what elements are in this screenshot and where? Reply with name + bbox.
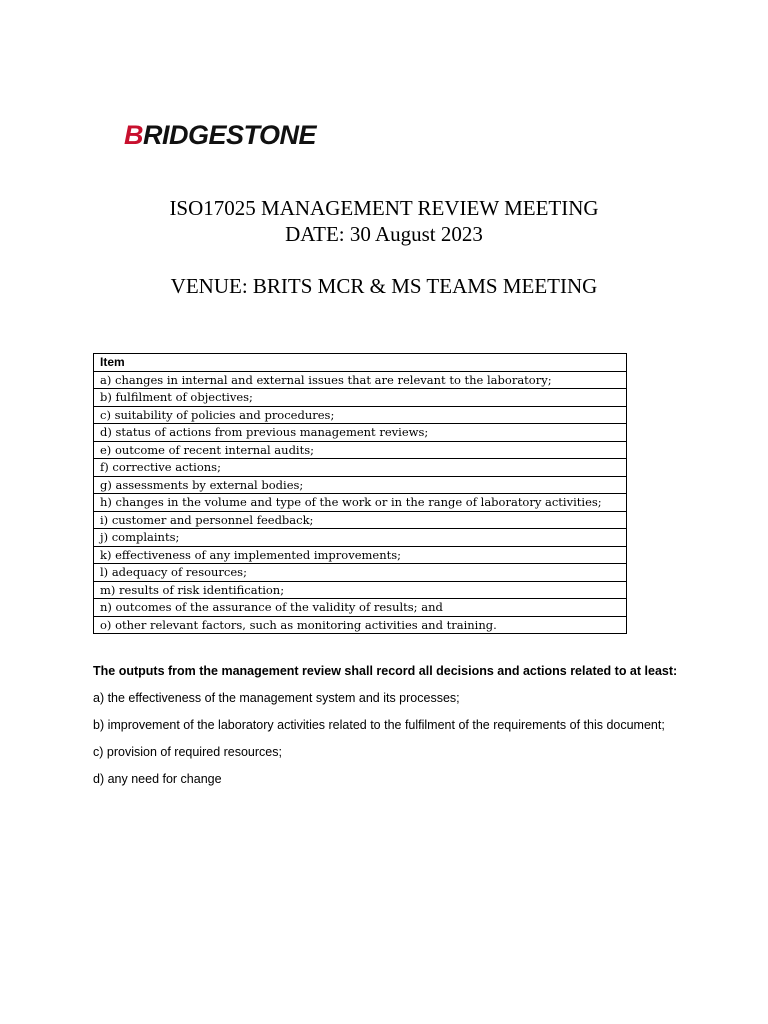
outputs-item: c) provision of required resources; [93,745,282,759]
table-row [94,546,627,564]
table-row [94,476,627,494]
agenda-item: a) changes in internal and external issues that are relevant to the laboratory; [94,371,627,389]
logo-rest: RIDGESTONE [143,120,317,150]
agenda-item: l) adequacy of resources; [94,564,627,582]
table-row [94,529,627,547]
table-row [94,599,627,617]
table-row [94,424,627,442]
logo-b-letter: B [124,120,143,150]
table-header-item: Item [94,354,627,372]
table-row [94,389,627,407]
table-row [94,406,627,424]
bridgestone-logo [124,122,316,149]
agenda-item: n) outcomes of the assurance of the validity of results; and [94,599,627,617]
outputs-item: d) any need for change [93,772,222,786]
outputs-item: a) the effectiveness of the management system and its processes; [93,691,460,705]
table-row [94,371,627,389]
agenda-item: g) assessments by external bodies; [94,476,627,494]
meeting-date: DATE: 30 August 2023 [285,222,483,246]
table-row [94,511,627,529]
meeting-venue: VENUE: BRITS MCR & MS TEAMS MEETING [170,274,598,298]
table-row [94,581,627,599]
table-row [94,494,627,512]
table-row [94,459,627,477]
table-row [94,441,627,459]
agenda-item: i) customer and personnel feedback; [94,511,627,529]
agenda-item: d) status of actions from previous management reviews; [94,424,627,442]
agenda-item: j) complaints; [94,529,627,547]
table-row [94,616,627,634]
outputs-section [93,662,693,797]
outputs-heading: The outputs from the management review shall record all decisions and actions related to at least: [93,664,678,678]
agenda-item: h) changes in the volume and type of the work or in the range of laboratory activities; [94,494,627,512]
agenda-item: m) results of risk identification; [94,581,627,599]
agenda-table [93,353,627,634]
agenda-item: f) corrective actions; [94,459,627,477]
agenda-item: k) effectiveness of any implemented improvements; [94,546,627,564]
outputs-item: b) improvement of the laboratory activities related to the fulfilment of the requirements of this document; [93,718,665,732]
agenda-item: o) other relevant factors, such as monitoring activities and training. [94,616,627,634]
table-row [94,564,627,582]
meeting-title-block [0,195,768,299]
agenda-item: e) outcome of recent internal audits; [94,441,627,459]
table-header-row [94,354,627,372]
meeting-title: ISO17025 MANAGEMENT REVIEW MEETING [169,196,599,220]
agenda-item: c) suitability of policies and procedures; [94,406,627,424]
agenda-item: b) fulfilment of objectives; [94,389,627,407]
